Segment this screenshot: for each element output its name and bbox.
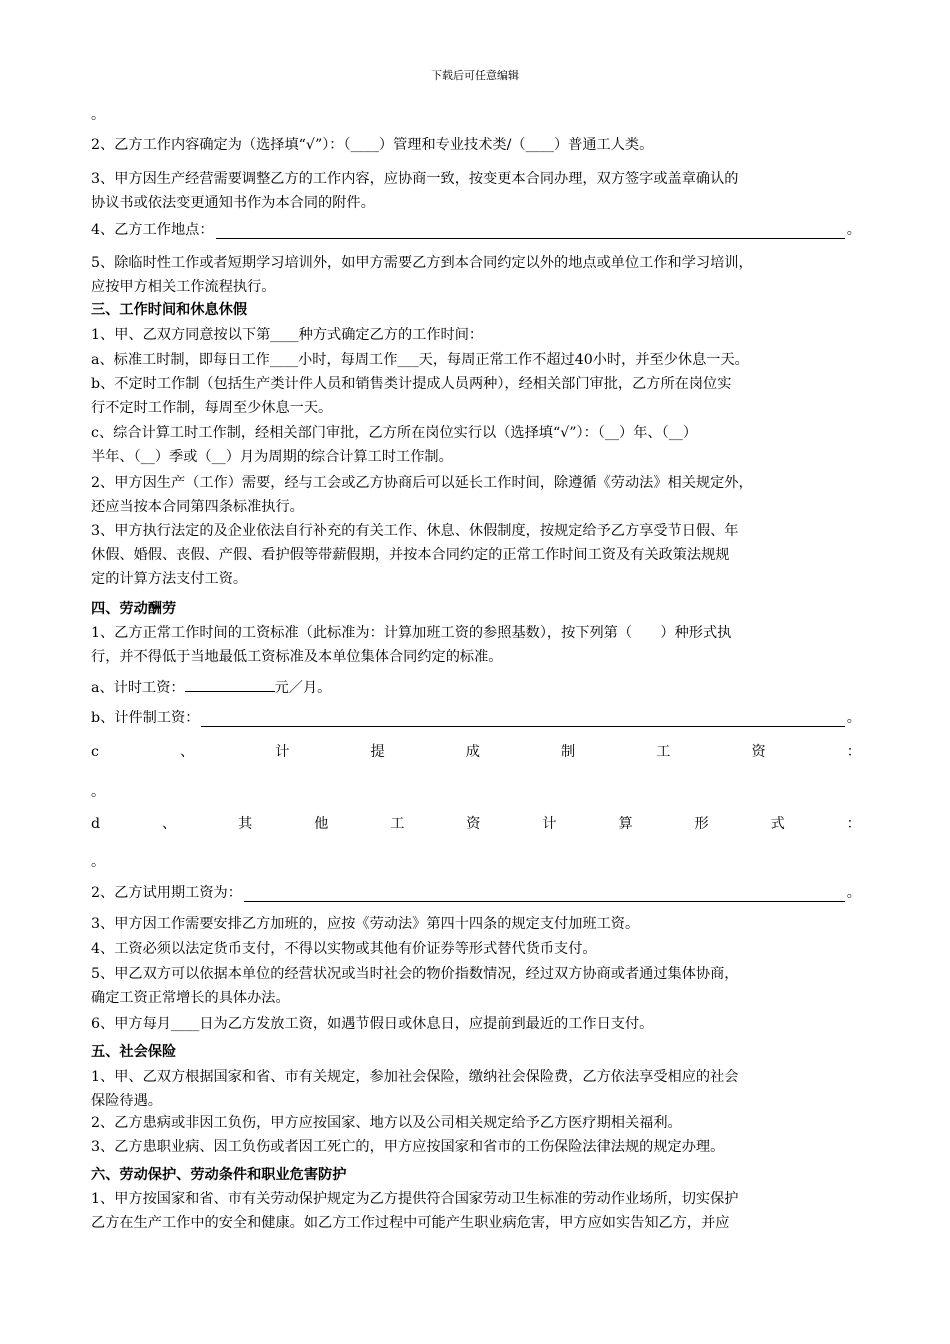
text-line: a、标准工时制，即每日工作____小时，每周工作___天，每周正常工作不超过40小时，并至少休息一天。 — [91, 352, 749, 368]
blank-field[interactable] — [244, 887, 845, 902]
field-suffix: 。 — [846, 710, 861, 726]
text-line: 定的计算方法支付工资。 — [91, 571, 248, 587]
spread-char: 式 — [770, 816, 785, 832]
section-heading: 四、劳动酬劳 — [91, 601, 177, 617]
text-line: 保险待遇。 — [91, 1093, 162, 1109]
text-line: 3、乙方患职业病、因工负伤或者因工死亡的，甲方应按国家和省市的工伤保险法律法规的规定办理。 — [91, 1139, 725, 1155]
text-line — [91, 677, 861, 697]
section-heading: 五、社会保险 — [91, 1044, 177, 1060]
spread-char: ： — [846, 744, 861, 760]
text-line: 。 — [91, 107, 106, 123]
text-line: 乙方在生产工作中的安全和健康。如乙方工作过程中可能产生职业病危害，甲方应如实告知乙方，并应 — [91, 1215, 730, 1231]
spread-char: 、 — [180, 744, 195, 760]
spread-char: 工 — [390, 816, 405, 832]
text-line: 应按甲方相关工作流程执行。 — [91, 279, 276, 295]
spread-char: 算 — [618, 816, 633, 832]
spread-char: c — [91, 744, 99, 760]
text-line: 5、甲乙双方可以依据本单位的经营状况或当时社会的物价指数情况，经过双方协商或者通过集体协商， — [91, 966, 739, 982]
text-line: 1、甲方按国家和省、市有关劳动保护规定为乙方提供符合国家劳动卫生标准的劳动作业场所，切实保护 — [91, 1191, 739, 1207]
text-line: 2、乙方工作内容确定为（选择填“√”）：（____）管理和专业技术类/（____）普通工人类。 — [91, 137, 654, 153]
text-line: 5、除临时性工作或者短期学习培训外，如甲方需要乙方到本合同约定以外的地点或单位工作和学习培训， — [91, 255, 753, 271]
blank-field[interactable] — [185, 677, 275, 692]
text-line: 还应当按本合同第四条标准执行。 — [91, 499, 304, 515]
text-line: 3、甲方因工作需要安排乙方加班的，应按《劳动法》第四十四条的规定支付加班工资。 — [91, 916, 640, 932]
text-line — [91, 815, 861, 833]
field-label: b、计件制工资： — [91, 710, 200, 726]
field-suffix: 。 — [846, 222, 861, 238]
field-suffix: 。 — [846, 885, 861, 901]
field-label: a、计时工资： — [91, 680, 185, 696]
text-line — [91, 884, 861, 902]
text-line: 1、乙方正常工作时间的工资标准（此标准为：计算加班工资的参照基数），按下列第（ ）种形式执 — [91, 625, 732, 641]
spread-char: 成 — [465, 744, 480, 760]
text-line: 确定工资正常增长的具体办法。 — [91, 990, 290, 1006]
spread-char: 提 — [370, 744, 385, 760]
text-line: 。 — [91, 854, 106, 870]
text-line: 。 — [91, 784, 106, 800]
text-line: 2、乙方患病或非因工负伤，甲方应按国家、地方以及公司相关规定给予乙方医疗期相关福利。 — [91, 1115, 682, 1131]
field-suffix: 元／月。 — [274, 680, 332, 696]
spread-char: d — [91, 816, 101, 832]
text-line: 3、甲方执行法定的及企业依法自行补充的有关工作、休息、休假制度，按规定给予乙方享受节日假、年 — [91, 523, 739, 539]
text-line — [91, 743, 861, 761]
spread-char: ： — [846, 816, 861, 832]
spread-char: 工 — [656, 744, 671, 760]
spread-char: 计 — [542, 816, 557, 832]
spread-char: 计 — [275, 744, 290, 760]
text-line: 1、甲、乙双方同意按以下第____种方式确定乙方的工作时间： — [91, 327, 484, 343]
spread-char: 制 — [561, 744, 576, 760]
text-line: 6、甲方每月____日为乙方发放工资，如遇节假日或休息日，应提前到最近的工作日支付。 — [91, 1016, 654, 1032]
blank-field[interactable] — [201, 712, 844, 727]
text-line: 2、甲方因生产（工作）需要，经与工会或乙方协商后可以延长工作时间，除遵循《劳动法》相关规定外， — [91, 475, 753, 491]
text-line — [91, 709, 861, 727]
section-heading: 六、劳动保护、劳动条件和职业危害防护 — [91, 1167, 347, 1183]
spread-char: 他 — [314, 816, 329, 832]
section-heading: 三、工作时间和休息休假 — [91, 302, 248, 318]
field-label: 2、乙方试用期工资为： — [91, 885, 242, 901]
text-line: 休假、婚假、丧假、产假、看护假等带薪假期，并按本合同约定的正常工作时间工资及有关政策法规规 — [91, 547, 730, 563]
text-line — [91, 221, 861, 239]
field-label: 4、乙方工作地点： — [91, 222, 214, 238]
blank-field[interactable] — [216, 224, 845, 239]
text-line: 行不定时工作制，每周至少休息一天。 — [91, 400, 333, 416]
text-line: 行，并不得低于当地最低工资标准及本单位集体合同约定的标准。 — [91, 649, 503, 665]
text-line: b、不定时工作制（包括生产类计件人员和销售类计提成人员两种），经相关部门审批，乙方所在岗位实 — [91, 376, 732, 392]
spread-char: 资 — [751, 744, 766, 760]
text-line: 3、甲方因生产经营需要调整乙方的工作内容，应协商一致，按变更本合同办理，双方签字或盖章确认的 — [91, 171, 739, 187]
page-header: 下载后可任意编辑 — [431, 69, 519, 82]
spread-char: 、 — [161, 816, 177, 832]
spread-char: 形 — [694, 816, 709, 832]
text-line: 1、甲、乙双方根据国家和省、市有关规定，参加社会保险，缴纳社会保险费，乙方依法享受相应的社会 — [91, 1069, 739, 1085]
text-line: 4、工资必须以法定货币支付，不得以实物或其他有价证券等形式替代货币支付。 — [91, 941, 597, 957]
spread-char: 其 — [238, 816, 253, 832]
text-line: 半年、（__）季或（__）月为周期的综合计算工时工作制。 — [91, 449, 453, 465]
text-line: 协议书或依法变更通知书作为本合同的附件。 — [91, 195, 375, 211]
text-line: c、综合计算工时工作制，经相关部门审批，乙方所在岗位实行以（选择填“√”）：（__）年、（__） — [91, 425, 698, 441]
spread-char: 资 — [466, 816, 481, 832]
